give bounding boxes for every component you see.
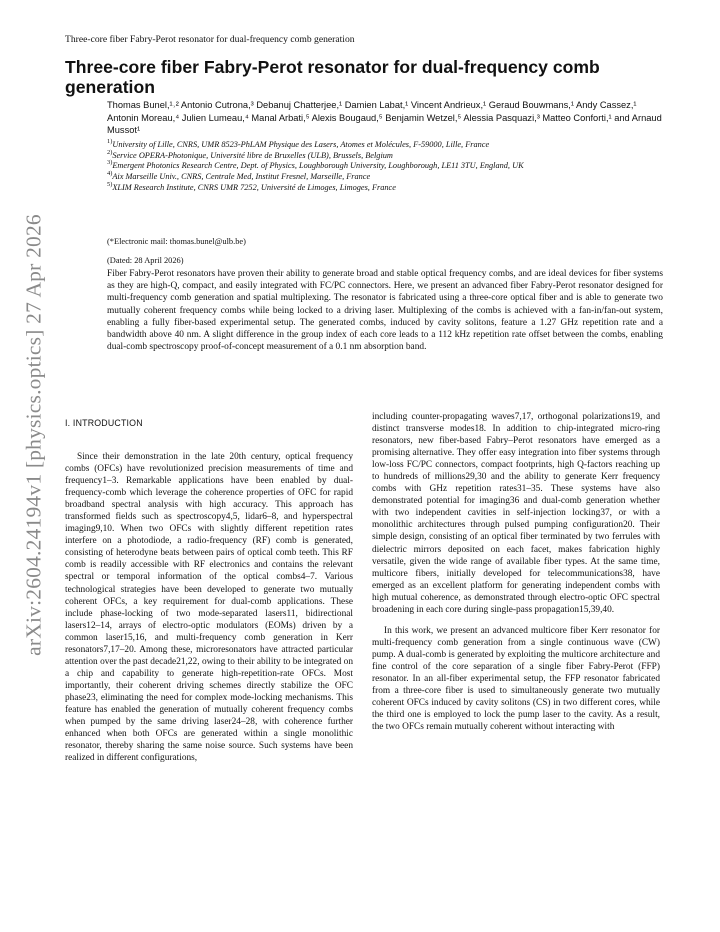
running-head: Three-core fiber Fabry-Perot resonator for dual-frequency comb generation: [65, 34, 355, 45]
section-heading: I. INTRODUCTION: [65, 418, 143, 428]
author-list: Thomas Bunel,¹˒² Antonio Cutrona,³ Debanuj Chatterjee,¹ Damien Labat,¹ Vincent Andrieux,¹ Geraud Bouwmans,¹ Andy Cassez,¹ Antonin Moreau,⁴ Julien Lumeau,⁴ Manal Arbati,⁵ Alexis Bougaud,⁵ Benjamin Wetzel,⁵ Alessia Pasquazi,³ Matteo Conforti,¹ and Arnaud Mussot¹: [107, 100, 662, 136]
affiliation-number: 2): [107, 148, 113, 156]
body-column-left: [65, 451, 353, 764]
affiliation-text: Emergent Photonics Research Centre, Dept. of Physics, Loughborough University, Loughborough, LE11 3TU, England, UK: [112, 161, 524, 171]
affiliation-item: [107, 148, 663, 162]
affiliation-text: University of Lille, CNRS, UMR 8523-PhLAM Physique des Lasers, Atomes et Molécules, F-59000, Lille, France: [112, 140, 490, 149]
affiliation-item: [107, 161, 663, 172]
arxiv-identifier-stamp: [6, 214, 62, 656]
affiliation-list: [107, 140, 663, 194]
affiliation-number: 5): [107, 181, 113, 189]
body-paragraph: In this work, we present an advanced multicore fiber Kerr resonator for multi-frequency comb generation from a single continuous wave (CW) pump. A dual-comb is generated by exploiting the multicore architecture and fine control of the core separation of a single fiber Fabry-Perot (FFP) resonator. In an all-fiber experimental setup, the FFP resonator fabricated from a three-core fiber is used to simultaneously generate two mutually coherent OFCs induced by cavity solitons (CS) in two different cores, while the third one is employed to lock the pump laser to the cavity. As a result, the two OFCs remain mutually coherent without interacting with: [372, 625, 660, 733]
arxiv-identifier-text: arXiv:2604.24194v1 [physics.optics] 27 Apr 2026: [21, 214, 46, 656]
affiliation-text: XLIM Research Institute, CNRS UMR 7252, Université de Limoges, Limoges, France: [112, 182, 396, 192]
paper-title: Three-core fiber Fabry-Perot resonator for dual-frequency comb generation: [65, 57, 600, 97]
affiliation-item: [107, 140, 663, 151]
affiliation-text: Service OPERA-Photonique, Université libre de Bruxelles (ULB), Brussels, Belgium: [112, 150, 393, 160]
corresponding-email: (*Electronic mail: thomas.bunel@ulb.be): [107, 237, 246, 246]
affiliation-number: 4): [107, 170, 113, 178]
affiliation-number: 3): [107, 159, 113, 167]
affiliation-text: Aix Marseille Univ., CNRS, Centrale Med, Institut Fresnel, Marseille, France: [112, 172, 371, 182]
date-line: (Dated: 28 April 2026): [107, 256, 184, 265]
abstract: Fiber Fabry-Perot resonators have proven their ability to generate broad and stable optical frequency combs, and are ideal devices for fiber systems as they are high-Q, compact, and easily integrated with FC/PC connectors. Here, we present an advanced fiber Fabry-Perot resonator designed for multi-frequency comb generation and spatial multiplexing. The resonator is fabricated using a three-core optical fiber and is able to generate two mutually coherent frequency combs while being locked to a driving laser. Multiplexing of the combs is achieved with a fan-in/fan-out system, enabling a fully fiber-based experimental setup. The generated combs, induced by cavity solitons, feature a 1.27 GHz repetition rate and a bandwidth above 40 nm. A slight difference in the group index of each core leads to a 112 kHz repetition rate offset between the combs, enabling dual-comb spectroscopy proof-of-concept measurement of a 0.1 nm absorption band.: [107, 269, 663, 353]
affiliation-item: [107, 183, 663, 194]
affiliation-number: 1): [107, 138, 113, 146]
body-paragraph: including counter-propagating waves7,17, orthogonal polarizations19, and distinct transverse modes18. In addition to chip-integrated micro-ring resonators, new fiber-based Fabry–Perot resonators have emerged as a promising alternative. They offer easy integration into fiber systems through low-loss FC/PC connectors, compact footprints, high Q-factors reaching up to hundreds of millions29,30 and the ability to generate Kerr frequency combs with GHz repetition rates31–35. These systems have also demonstrated potential for imaging36 and dual-comb generation whether with two independent cavities in self-injection locking37, or with a monolithic architectures through pulsed pumping configuration20. Their simple design, consisting of an optical fiber terminated by two ferrules with dielectric mirrors deposited on each facet, makes fabrication highly versatile, given the wide range of available fiber types. At the same time, multicore fibers, initially developed for telecommunications38, have emerged as an excellent platform for generating independent combs with high mutual coherence, as demonstrated through electro-optic OFC spectral broadening in each core during single-pass propagation15,39,40.: [372, 412, 660, 615]
body-column-right: [372, 411, 660, 733]
body-paragraph: Since their demonstration in the late 20th century, optical frequency combs (OFCs) have revolutionized precision measurements of time and frequency1–3. Remarkable applications have been enabled by dual-frequency-comb which leverage the coherence properties of OFC for rapid broadband spectral analysis with high accuracy. This approach has transformed fields such as spectroscopy4,5, lidar6–8, and hyperspectral imaging9,10. When two OFCs with slightly different repetition rates interfere on a photodiode, a radio-frequency (RF) comb is generated, consisting of heterodyne beats between pairs of optical comb teeth. This RF comb is readily accessible with RF electronics and contains the relevant spectral or temporal information of the optical combs4–7. Various technological strategies have been developed to generate two mutually coherent OFCs, a key requirement for dual-comb applications. These include phase-locking of two mode-separated lasers11, bidirectional lasers12–14, arrays of electro-optic modulators (EOMs) driven by a common laser15,16, and multi-frequency comb generation in Kerr resonators7,17–20. Among these, microresonators have attracted particular attention over the past decade21,22, owing to their ability to be integrated on a chip and capability to generate high-repetition-rate OFCs. Most importantly, their coherent driving schemes directly stabilize the OFC phase23, eliminating the need for complex mode-locking mechanisms. This feature has enabled the generation of mutually coherent frequency combs when pumped by the same driving laser24–28, with coherence further enhanced when both OFCs are generated within a single monolithic resonator, thereby sharing the same noise source. Such systems have been realized in different configurations,: [65, 452, 353, 764]
affiliation-item: [107, 172, 663, 183]
